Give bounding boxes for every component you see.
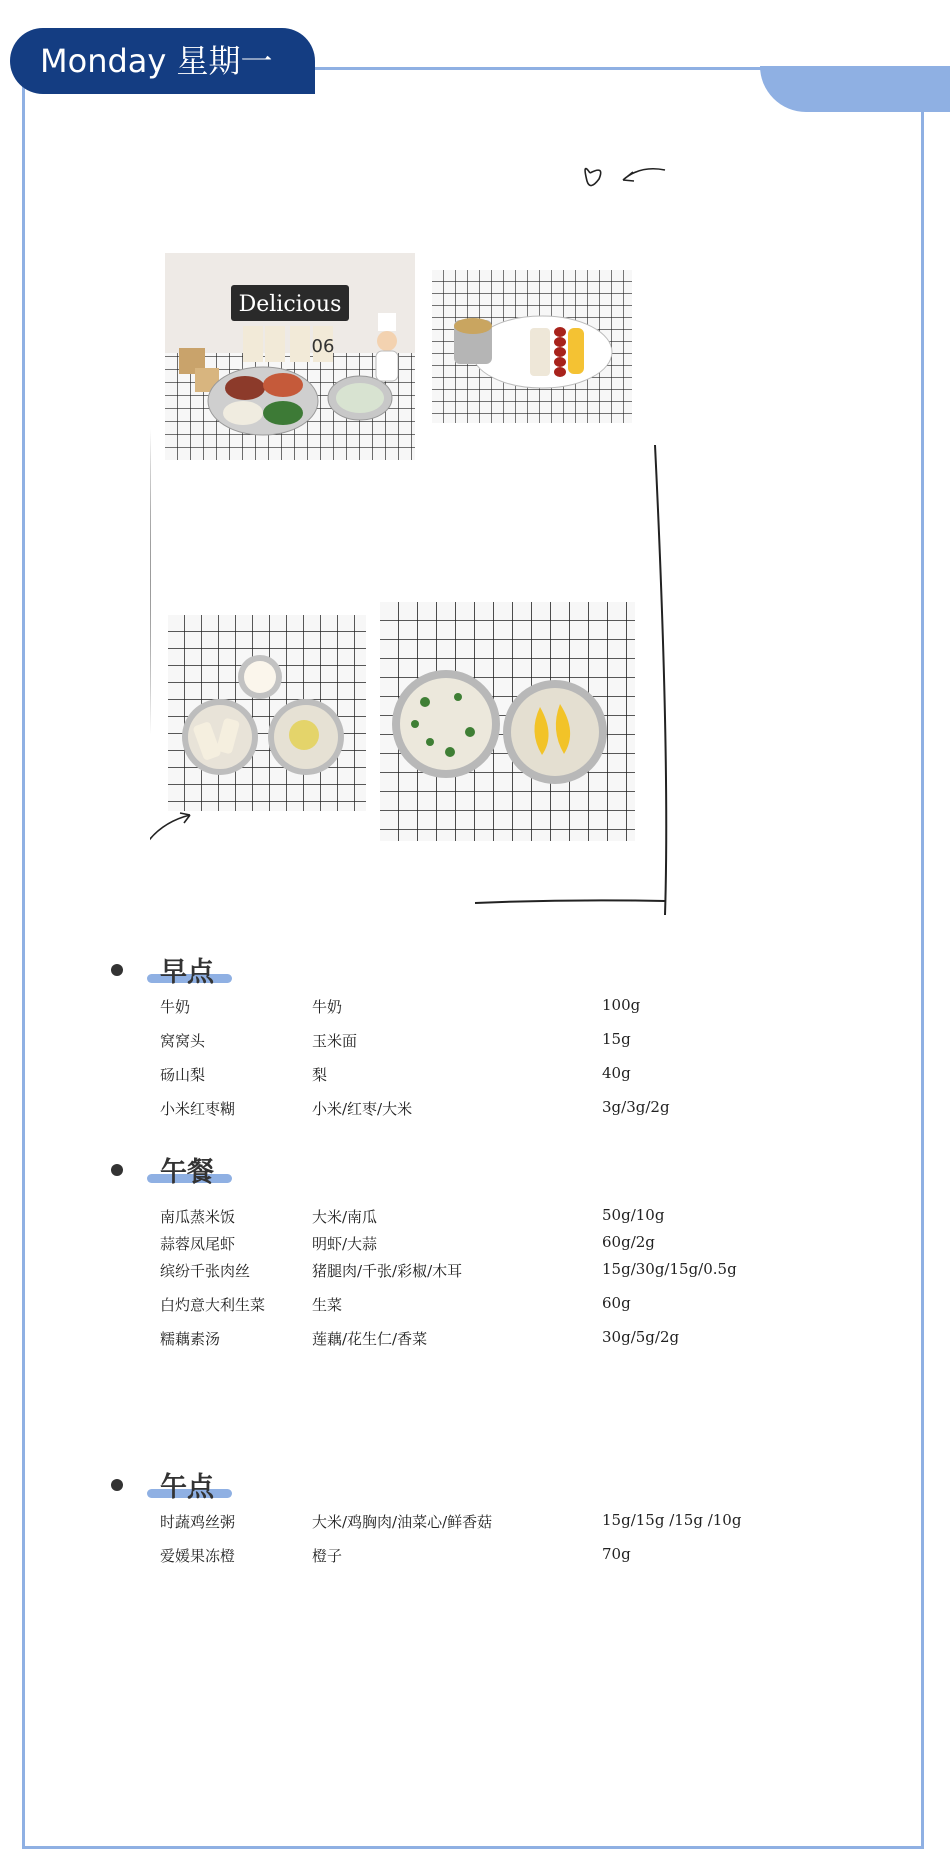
afternoon-photo — [380, 602, 635, 841]
dish-name: 缤纷千张肉丝 — [160, 1262, 251, 1280]
menu-row — [105, 1227, 865, 1254]
dish-name: 南瓜蒸米饭 — [160, 1208, 236, 1226]
menu-row — [105, 990, 865, 1024]
dish-name: 窝窝头 — [160, 1032, 206, 1050]
dish-amount: 70g — [602, 1545, 631, 1563]
dish-amount: 60g — [602, 1294, 631, 1312]
menu-row — [105, 1288, 865, 1322]
date-text: 06 — [311, 336, 335, 357]
dish-amount: 60g/2g — [602, 1233, 655, 1251]
bullet-icon — [111, 964, 123, 976]
menu-row — [105, 1200, 865, 1227]
meal-title — [105, 950, 865, 990]
menu-row — [105, 1254, 865, 1288]
dish-ingredients: 明虾/大蒜 — [312, 1235, 378, 1253]
dish-amount: 40g — [602, 1064, 631, 1082]
meal-title-text: 午餐 — [160, 1157, 214, 1188]
day-title: Monday 星期一 — [40, 42, 273, 80]
meal-section-breakfast — [105, 950, 865, 1126]
dish-amount: 15g/15g /15g /10g — [602, 1511, 742, 1529]
lunch-photo — [165, 253, 415, 460]
menu-row — [105, 1092, 865, 1126]
meal-section-lunch — [105, 1150, 865, 1356]
dish-amount: 50g/10g — [602, 1206, 665, 1224]
dish-ingredients: 大米/南瓜 — [312, 1208, 378, 1226]
arrow-icon — [623, 169, 665, 181]
dish-name: 牛奶 — [160, 998, 191, 1016]
menu-row — [105, 1505, 865, 1539]
day-header — [10, 28, 315, 94]
dish-name: 蒜蓉凤尾虾 — [160, 1235, 236, 1253]
dish-ingredients: 牛奶 — [312, 998, 343, 1016]
bullet-icon — [111, 1164, 123, 1176]
dish-ingredients: 玉米面 — [312, 1032, 358, 1050]
dish-amount: 15g/30g/15g/0.5g — [602, 1260, 737, 1278]
dish-ingredients: 猪腿肉/千张/彩椒/木耳 — [312, 1262, 463, 1280]
meal-title-text: 午点 — [160, 1472, 214, 1503]
dish-ingredients: 大米/鸡胸肉/油菜心/鲜香菇 — [312, 1513, 493, 1531]
dish-name: 砀山梨 — [160, 1066, 206, 1084]
menu-row — [105, 1539, 865, 1573]
menu-row — [105, 1322, 865, 1356]
dish-ingredients: 梨 — [312, 1066, 328, 1084]
breakfast-photo — [432, 270, 632, 423]
arrow-icon-2 — [150, 813, 190, 865]
menu-row — [105, 1058, 865, 1092]
menu-row — [105, 1024, 865, 1058]
dish-ingredients: 小米/红枣/大米 — [312, 1100, 413, 1118]
corner-decoration — [760, 66, 950, 112]
dish-ingredients: 橙子 — [312, 1547, 343, 1565]
dish-name: 糯藕素汤 — [160, 1330, 221, 1348]
dish-name: 爱媛果冻橙 — [160, 1547, 236, 1565]
sign-text: Delicious — [238, 292, 342, 317]
dish-amount: 30g/5g/2g — [602, 1328, 680, 1346]
meal-title — [105, 1465, 865, 1505]
meal-title — [105, 1150, 865, 1190]
dish-amount: 15g — [602, 1030, 631, 1048]
dish-amount: 3g/3g/2g — [602, 1098, 670, 1116]
dish-name: 小米红枣糊 — [160, 1100, 236, 1118]
dish-name: 白灼意大利生菜 — [160, 1296, 266, 1314]
meal-title-text: 早点 — [160, 957, 214, 988]
heart-icon — [585, 169, 601, 186]
dish-amount: 100g — [602, 996, 641, 1014]
bullet-icon — [111, 1479, 123, 1491]
meal-section-afternoon — [105, 1465, 865, 1573]
snack-photo — [168, 615, 366, 811]
dish-ingredients: 生菜 — [312, 1296, 343, 1314]
dish-ingredients: 莲藕/花生仁/香菜 — [312, 1330, 428, 1348]
dish-name: 时蔬鸡丝粥 — [160, 1513, 236, 1531]
